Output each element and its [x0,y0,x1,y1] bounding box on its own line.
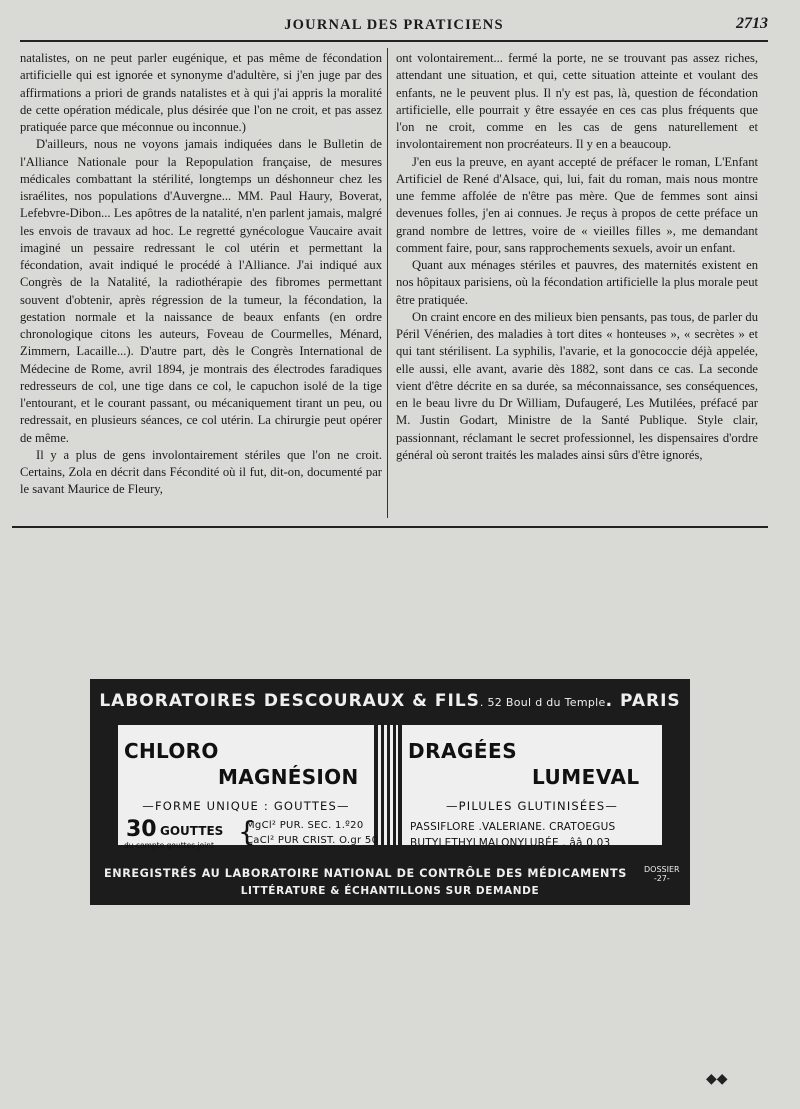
right-column [396,50,758,464]
page-number: 2713 [736,15,768,32]
product1-dose-note: du compte gouttes joint [124,841,214,850]
ad-dossier-number: -27- [653,874,670,883]
product2-name-line1: DRAGÉES [408,739,518,763]
product1-form: —FORME UNIQUE : GOUTTES— [142,799,350,813]
product1-composition1: MgCl² PUR. SEC. 1.º20 [246,820,364,831]
product2-composition1: PASSIFLORE .VALERIANE. CRATOEGUS [410,821,616,833]
header-rule [20,40,768,42]
ad-address: . 52 Boul d du Temple [479,696,606,709]
ad-samples: LITTÉRATURE & ÉCHANTILLONS SUR DEMANDE [240,885,540,897]
ad-company-line [90,691,690,711]
product2-composition2: BUTYLETHYLMALONYLURÉE . ââ 0.03 [410,837,611,849]
ad-dossier [644,865,680,883]
product2-form: —PILULES GLUTINISÉES— [445,799,619,813]
footer-ornament-icon: ◆◆ [706,1072,728,1087]
ad-registration: ENREGISTRÉS AU LABORATOIRE NATIONAL DE CONTRÔLE DES MÉDICAMENTS [104,867,627,880]
page-header [20,14,768,40]
paragraph: ont volontairement... fermé la porte, ne se trouvant pas assez riches, attendant une situation, et qui, cette situation atteinte et voulant des enfants, ne le peuvent plus. Il n'y est pas, là, question de fécondation artificielle, elle pourrait y être essayée en ces cas plus fréquents que l'on ne croit, comme en les cas de gens naturellement et involontairement non procréateurs. Il y en a beaucoup. [396,51,758,152]
ad-company: LABORATOIRES DESCOURAUX & FILS [99,691,480,711]
paragraph: Il y a plus de gens involontairement stériles que l'on ne croit. Certains, Zola en décrit dans Fécondité où il fut, dit-on, documenté par le savant Maurice de Fleury, [20,447,382,497]
advertisement [90,679,690,905]
product2-name-line2: LUMEVAL [532,765,640,789]
product1-name-line1: CHLORO [124,739,219,763]
ad-separator [378,725,398,845]
ad-product-chloromagnesion [118,725,379,850]
product1-composition2: CaCl² PUR CRIST. O.gr 50 [246,835,379,846]
article-end-rule [12,526,768,528]
product1-dose-unit: GOUTTES [160,824,224,838]
paragraph: On craint encore en des milieux bien pensants, pas tous, de parler du Péril Vénérien, des maladies à tort dites « honteuses », « secrètes » et qui tant stérilisent. La syphilis, l'avarie, et la gonococcie déjà appelée, elle aussi, elle avant, avarie dès 1882, sont dans ce cas. La seconde vient d'être décrite en sa durée, sa méconnaissance, ses conséquences, en le beau livre du Dr William, Dufaugeré, Les Mutilées, préfacé par M. Justin Godart, Ministre de la Santé Publique. Style clair, passionnant, réclamant le secret professionnel, les dispensaires d'ordre général où seront traités les malades ainsi sûrs d'être ignorés, [396,309,758,462]
paragraph: J'en eus la preuve, en ayant accepté de préfacer le roman, L'Enfant Artificiel de René d'Alsace, qui, lui, fait du roman, mais nous montre une femme affolée de n'être pas mère. Que de femmes sont ainsi devenues folles, j'en ai connues. Je reçus à propos de cette préface un grand nombre de lettres, voire de « vieilles filles », me demandant comment faire, pour, sans rapprochements sexuels, avoir un enfant. [396,154,758,255]
left-column [20,50,382,499]
brace-icon: { [238,815,256,848]
ad-product-lumeval [402,725,662,849]
paragraph: Quant aux ménages stériles et pauvres, des maternités existent en nos hôpitaux parisiens, où la fécondation artificielle la plus morale peut être pratiquée. [396,258,758,307]
product1-name-line2: MAGNÉSION [218,765,359,789]
column-divider [387,48,388,518]
paragraph: natalistes, on ne peut parler eugénique, et pas même de fécondation artificielle qui est ignorée et synonyme d'adultère, si j'en juge par des affirmations a priori de grands natalistes et à qui j'ai appris la moralité de cette opération médicale, plus désirée que l'on ne croit, et pas assez pratiquée parce que méconnue ou inconnue.) [20,51,382,134]
paragraph: D'ailleurs, nous ne voyons jamais indiquées dans le Bulletin de l'Alliance Nationale pour la Repopulation française, de mesures médicales combattant la stérilité, longtemps un déshonneur chez les israélites, nos populations d'Auvergne... MM. Paul Haury, Boverat, Lefebvre-Dibon... Les apôtres de la natalité, n'en parlent jamais, malgré les envois de travaux ad hoc. Le regretté gynécologue Vaucaire avait imaginé un pessaire redressant le col utérin et permettant la fécondation, avait indiqué le procédé à l'Alliance. J'ai indiqué aux Congrès de la Natalité, la radiothérapie des fibromes permettant souvent d'obtenir, après régression de la tumeur, la fécondation, la gestation normale et la naissance de beaux enfants (en ordre chronologique citons les auteurs, Foveau de Courmelles, Ménard, Zimmern, Lacaille...). D'autre part, dès le Congrès International de Médecine de Rome, avril 1894, je montrais des électrodes faradiques redresseurs de col, une tige dans ce col, le capuchon isolé de la tige l'entourant, et le courant passant, ou mécaniquement tirant un peu, ou redressait, en plusieurs séances, ce col utérin. La chirurgie peut opérer de même. [20,137,382,445]
journal-title: JOURNAL DES PRATICIENS [284,17,504,33]
product1-dose-number: 30 [126,817,157,842]
ad-city: . PARIS [605,691,681,711]
ad-dossier-label: DOSSIER [644,865,680,874]
